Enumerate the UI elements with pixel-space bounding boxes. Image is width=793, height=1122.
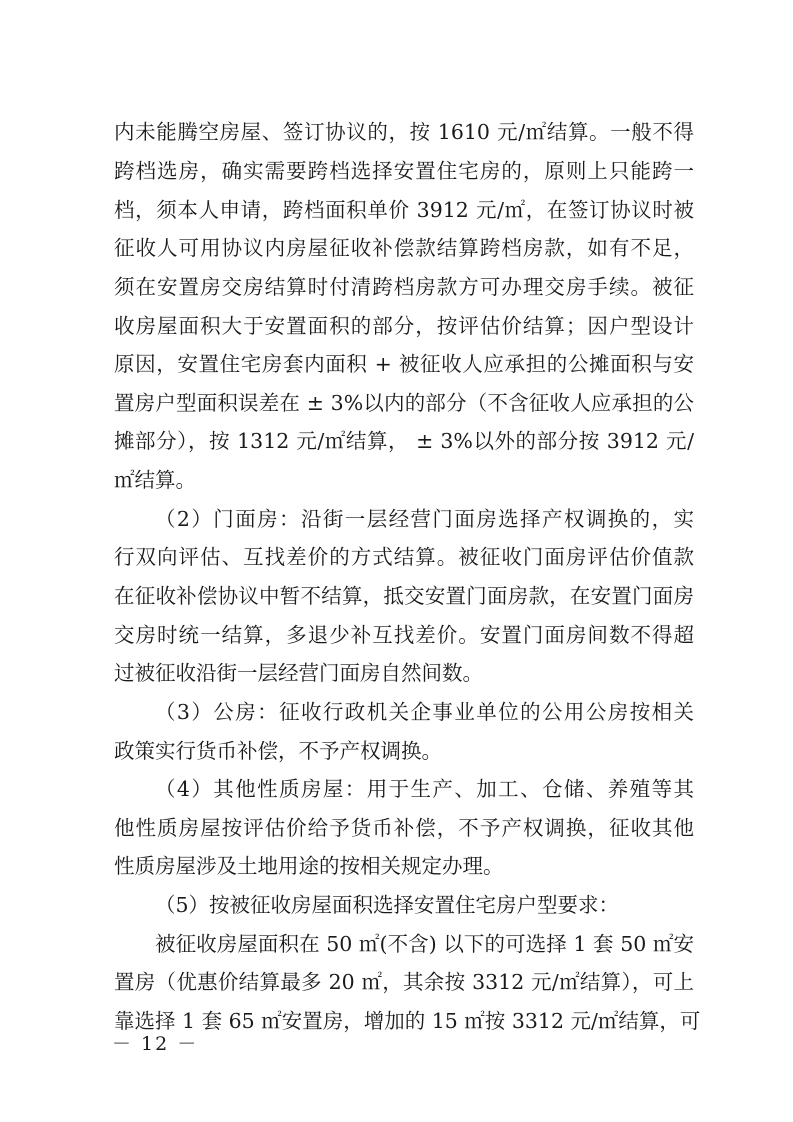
- text-line-8: 置房户型面积误差在 ± 3%以内的部分（不含征收人应承担的公: [114, 391, 694, 415]
- paragraph-unit-type-line-3: 靠选择 1 套 65 ㎡安置房，增加的 15 ㎡按 3312 元/㎡结算，可: [114, 1009, 701, 1033]
- paragraph-storefront-line-5: 过被征收沿街一层经营门面房自然间数。: [114, 661, 483, 685]
- text-line-5: 须在安置房交房结算时付清跨档房款方可办理交房手续。被征: [114, 275, 694, 299]
- text-line-2: 跨档选房，确实需要跨档选择安置住宅房的，原则上只能跨一: [114, 159, 694, 183]
- text-line-10: ㎡结算。: [114, 468, 196, 492]
- text-line-9: 摊部分），按 1312 元/㎡结算， ± 3%以外的部分按 3912 元/: [114, 429, 694, 453]
- text-line-1: 内未能腾空房屋、签订协议的，按 1610 元/㎡结算。一般不得: [114, 120, 694, 144]
- paragraph-other-property-line-3: 性质房屋涉及土地用途的按相关规定办理。: [114, 854, 504, 878]
- text-line-4: 征收人可用协议内房屋征收补偿款结算跨档房款，如有不足，: [114, 236, 694, 260]
- text-line-6: 收房屋面积大于安置面积的部分，按评估价结算；因户型设计: [114, 314, 694, 338]
- text-line-7: 原因，安置住宅房套内面积 + 被征收人应承担的公摊面积与安: [114, 352, 694, 376]
- paragraph-storefront-line-2: 行双向评估、互找差价的方式结算。被征收门面房评估价值款: [114, 545, 694, 569]
- paragraph-storefront-line-4: 交房时统一结算，多退少补互找差价。安置门面房间数不得超: [114, 623, 694, 647]
- paragraph-other-property-line-1: （4）其他性质房屋：用于生产、加工、仓储、养殖等其: [155, 777, 694, 801]
- text-line-3: 档，须本人申请，跨档面积单价 3912 元/㎡，在签订协议时被: [114, 198, 694, 222]
- page-number: － 12 －: [112, 1033, 199, 1055]
- paragraph-other-property-line-2: 他性质房屋按评估价给予货币补偿，不予产权调换，征收其他: [114, 816, 694, 840]
- paragraph-storefront-line-1: （2）门面房：沿街一层经营门面房选择产权调换的，实: [155, 507, 694, 531]
- paragraph-unit-type-line-2: 置房（优惠价结算最多 20 ㎡，其余按 3312 元/㎡结算），可上: [114, 970, 694, 994]
- paragraph-unit-type-heading: （5）按被征收房屋面积选择安置住宅房户型要求：: [155, 893, 620, 917]
- paragraph-public-housing-line-1: （3）公房：征收行政机关企事业单位的公用公房按相关: [155, 700, 694, 724]
- paragraph-storefront-line-3: 在征收补偿协议中暂不结算，抵交安置门面房款，在安置门面房: [114, 584, 694, 608]
- paragraph-public-housing-line-2: 政策实行货币补偿，不予产权调换。: [114, 739, 442, 763]
- paragraph-unit-type-line-1: 被征收房屋面积在 50 ㎡(不含) 以下的可选择 1 套 50 ㎡安: [155, 932, 694, 956]
